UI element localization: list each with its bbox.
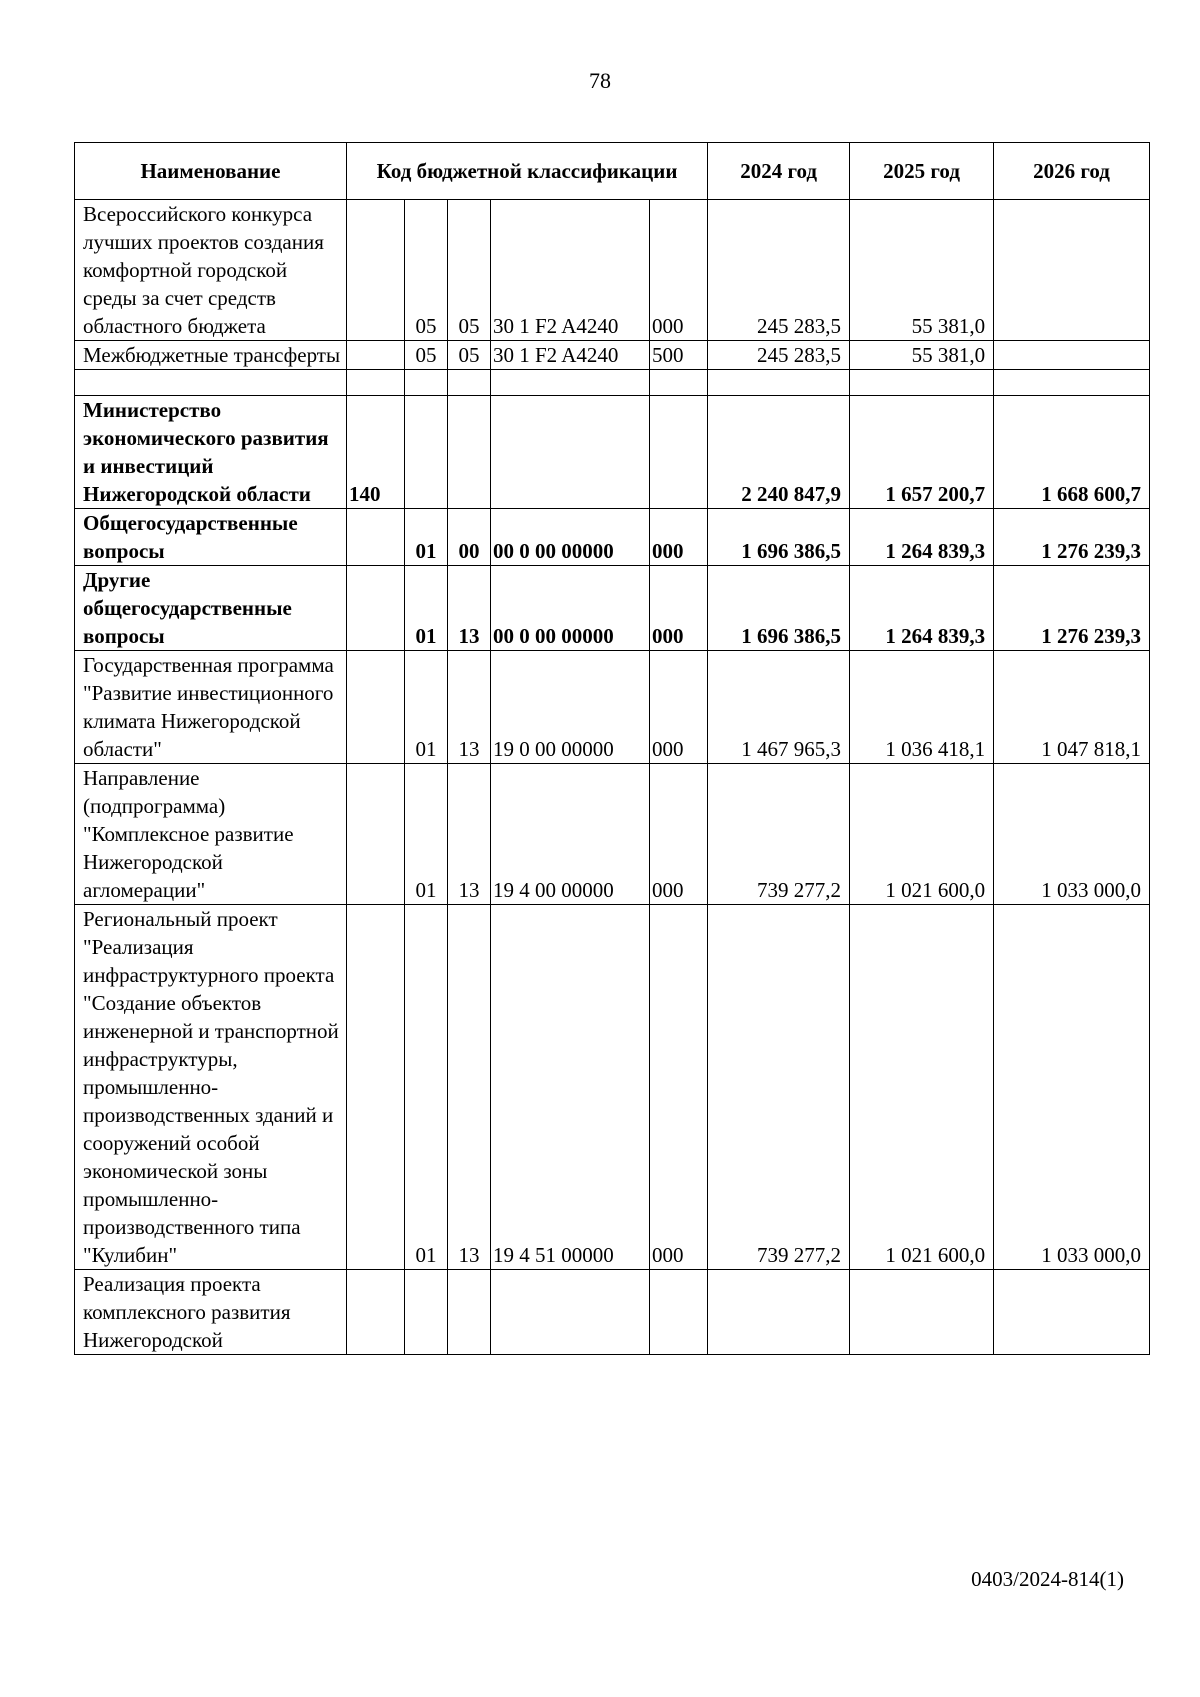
row-section: 05: [404, 200, 447, 341]
row-ministry: [346, 651, 404, 764]
row-target: 19 4 51 00000: [490, 905, 649, 1270]
row-section: [404, 396, 447, 509]
row-type: 000: [650, 764, 708, 905]
row-type: [650, 370, 708, 396]
document-code: 0403/2024-814(1): [971, 1567, 1124, 1591]
row-type: 000: [650, 566, 708, 651]
header-2026: 2026 год: [994, 143, 1150, 200]
row-ministry: [346, 905, 404, 1270]
row-2026: [994, 200, 1150, 341]
row-2024: 1 467 965,3: [708, 651, 850, 764]
row-type: 000: [650, 509, 708, 566]
row-2026: 1 047 818,1: [994, 651, 1150, 764]
row-2024: 739 277,2: [708, 905, 850, 1270]
row-type: [650, 1270, 708, 1355]
row-name: Другие общегосударственные вопросы: [75, 566, 347, 651]
table-row: [75, 396, 1150, 509]
row-2025: [850, 1270, 994, 1355]
row-name: Министерство экономического развития и инвестиций Нижегородской области: [75, 396, 347, 509]
row-section: 05: [404, 341, 447, 370]
row-2025: 1 657 200,7: [850, 396, 994, 509]
row-2026: [994, 341, 1150, 370]
header-name: Наименование: [75, 143, 347, 200]
row-section: 01: [404, 509, 447, 566]
header-2025: 2025 год: [850, 143, 994, 200]
row-type: 000: [650, 651, 708, 764]
row-2026: 1 276 239,3: [994, 566, 1150, 651]
row-ministry: [346, 341, 404, 370]
row-2026: [994, 1270, 1150, 1355]
row-target: 19 0 00 00000: [490, 651, 649, 764]
row-ministry: [346, 200, 404, 341]
row-subsection: 05: [447, 200, 490, 341]
row-subsection: 05: [447, 341, 490, 370]
row-2024: [708, 1270, 850, 1355]
row-name: Межбюджетные трансферты: [75, 341, 347, 370]
row-2024: 739 277,2: [708, 764, 850, 905]
row-target: 30 1 F2 A4240: [490, 341, 649, 370]
row-section: [404, 1270, 447, 1355]
row-2026: 1 033 000,0: [994, 764, 1150, 905]
row-subsection: 13: [447, 764, 490, 905]
row-2024: 1 696 386,5: [708, 509, 850, 566]
row-2026: 1 033 000,0: [994, 905, 1150, 1270]
row-target: [490, 1270, 649, 1355]
row-ministry: 140: [346, 396, 404, 509]
row-2026: [994, 370, 1150, 396]
row-type: 500: [650, 341, 708, 370]
row-2025: 1 021 600,0: [850, 764, 994, 905]
table-row: [75, 1270, 1150, 1355]
row-target: 30 1 F2 A4240: [490, 200, 649, 341]
table-row-empty: [75, 370, 1150, 396]
row-section: 01: [404, 566, 447, 651]
row-section: 01: [404, 651, 447, 764]
row-subsection: 13: [447, 566, 490, 651]
table-row: [75, 200, 1150, 341]
budget-table: [74, 142, 1150, 1355]
row-2024: 2 240 847,9: [708, 396, 850, 509]
row-subsection: 13: [447, 651, 490, 764]
table-row: [75, 509, 1150, 566]
table-row: [75, 651, 1150, 764]
row-target: [490, 370, 649, 396]
row-ministry: [346, 509, 404, 566]
row-ministry: [346, 370, 404, 396]
page-number: 78: [589, 68, 611, 93]
table-row: [75, 905, 1150, 1270]
row-2026: 1 668 600,7: [994, 396, 1150, 509]
row-2024: [708, 370, 850, 396]
row-name: Общегосударственные вопросы: [75, 509, 347, 566]
row-ministry: [346, 566, 404, 651]
row-name: [75, 370, 347, 396]
row-ministry: [346, 764, 404, 905]
row-2025: 1 021 600,0: [850, 905, 994, 1270]
row-2024: 245 283,5: [708, 200, 850, 341]
row-section: [404, 370, 447, 396]
row-ministry: [346, 1270, 404, 1355]
row-2025: 55 381,0: [850, 341, 994, 370]
row-target: 00 0 00 00000: [490, 509, 649, 566]
row-target: 19 4 00 00000: [490, 764, 649, 905]
row-subsection: 00: [447, 509, 490, 566]
row-2025: 1 036 418,1: [850, 651, 994, 764]
row-2024: 245 283,5: [708, 341, 850, 370]
header-2024: 2024 год: [708, 143, 850, 200]
row-name: Всероссийского конкурса лучших проектов создания комфортной городской среды за счет средств областного бюджета: [75, 200, 347, 341]
row-section: 01: [404, 905, 447, 1270]
row-2025: 1 264 839,3: [850, 509, 994, 566]
header-code: Код бюджетной классификации: [346, 143, 707, 200]
row-type: 000: [650, 200, 708, 341]
row-section: 01: [404, 764, 447, 905]
row-name: Государственная программа "Развитие инвестиционного климата Нижегородской области": [75, 651, 347, 764]
row-name: Реализация проекта комплексного развития Нижегородской: [75, 1270, 347, 1355]
row-subsection: [447, 396, 490, 509]
row-type: [650, 396, 708, 509]
row-subsection: [447, 370, 490, 396]
table-row: [75, 566, 1150, 651]
row-target: [490, 396, 649, 509]
row-2025: [850, 370, 994, 396]
row-2025: 1 264 839,3: [850, 566, 994, 651]
row-name: Направление (подпрограмма) "Комплексное развитие Нижегородской агломерации": [75, 764, 347, 905]
row-subsection: [447, 1270, 490, 1355]
row-2026: 1 276 239,3: [994, 509, 1150, 566]
row-subsection: 13: [447, 905, 490, 1270]
row-type: 000: [650, 905, 708, 1270]
row-name: Региональный проект "Реализация инфраструктурного проекта "Создание объектов инженерной и транспортной инфраструктуры, промышленно-производственных зданий и сооружений особой экономической зоны промышленно-производственного типа "Кулибин": [75, 905, 347, 1270]
row-target: 00 0 00 00000: [490, 566, 649, 651]
table-row: [75, 341, 1150, 370]
header-row: [75, 143, 1150, 200]
row-2025: 55 381,0: [850, 200, 994, 341]
row-2024: 1 696 386,5: [708, 566, 850, 651]
table-row: [75, 764, 1150, 905]
